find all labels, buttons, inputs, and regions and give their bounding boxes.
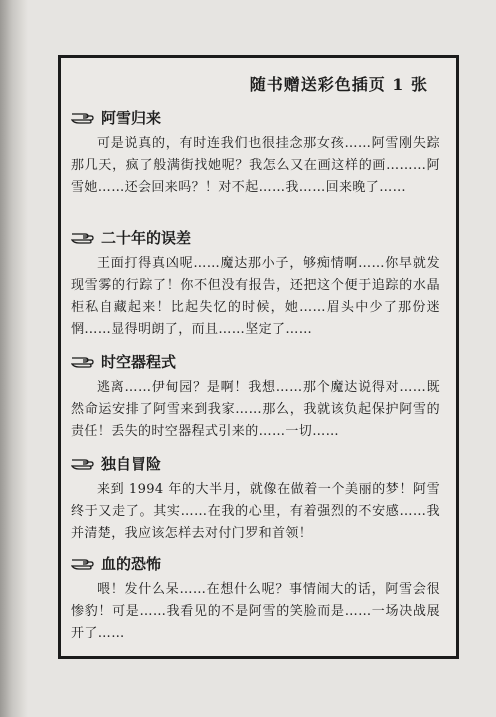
- section-heading: [71, 226, 446, 248]
- section-heading-text: 血的恐怖: [101, 554, 162, 573]
- section-heading-text: 阿雪归来: [101, 108, 162, 127]
- section-heading: [71, 106, 446, 128]
- binding-shadow: [0, 0, 28, 717]
- section-blood-horror: [71, 552, 446, 645]
- pointing-hand-icon: [71, 110, 97, 124]
- section-heading-text: 二十年的误差: [101, 228, 192, 247]
- content-frame: [58, 55, 459, 659]
- pointing-hand-icon: [71, 354, 97, 368]
- page-header-title: 随书赠送彩色插页 1 张: [249, 75, 428, 94]
- section-body-text: 逃离……伊甸园？是啊！我想……那个魔达说得对……既然命运安排了阿雪来到我家……那么，我就该负起保护阿雪的责任！丢失的时空器程式引来的……一切……: [71, 380, 440, 439]
- section-twenty-year-error: [71, 226, 446, 341]
- pointing-hand-icon: [71, 230, 97, 244]
- section-body-text: 王面打得真凶呢……魔达那小子，够痴情啊……你早就发现雪雾的行踪了！你不但没有报告，还把这个便于追踪的水晶柜私自藏起来！比起失忆的时候，她……眉头中少了那份迷惘……显得明朗了，而且……坚定了……: [71, 256, 440, 337]
- section-body-text: 喂！发什么呆……在想什么呢？事情闹大的话，阿雪会很惨豹！可是……我看见的不是阿雪的笑脸而是……一场决战展开了……: [71, 582, 440, 641]
- section-body-text: 可是说真的，有时连我们也很挂念那女孩……阿雪刚失踪那几天，疯了般满街找她呢？我怎么又在画这样的画………阿雪她……还会回来吗？！对不起……我……回来晚了……: [71, 136, 440, 195]
- section-a-xue-returns: [71, 106, 446, 199]
- section-body-text: 来到 1994 年的大半月，就像在做着一个美丽的梦！阿雪终于又走了。其实……在我的心里，有着强烈的不安感……我并清楚，我应该怎样去对付门罗和首领！: [71, 482, 440, 541]
- section-heading: [71, 552, 446, 574]
- section-heading: [71, 452, 446, 474]
- pointing-hand-icon: [71, 556, 97, 570]
- section-heading-text: 独自冒险: [101, 454, 162, 473]
- section-solo-adventure: [71, 452, 446, 545]
- section-heading: [71, 350, 446, 372]
- section-heading-text: 时空器程式: [101, 352, 177, 371]
- pointing-hand-icon: [71, 456, 97, 470]
- section-time-device-program: [71, 350, 446, 443]
